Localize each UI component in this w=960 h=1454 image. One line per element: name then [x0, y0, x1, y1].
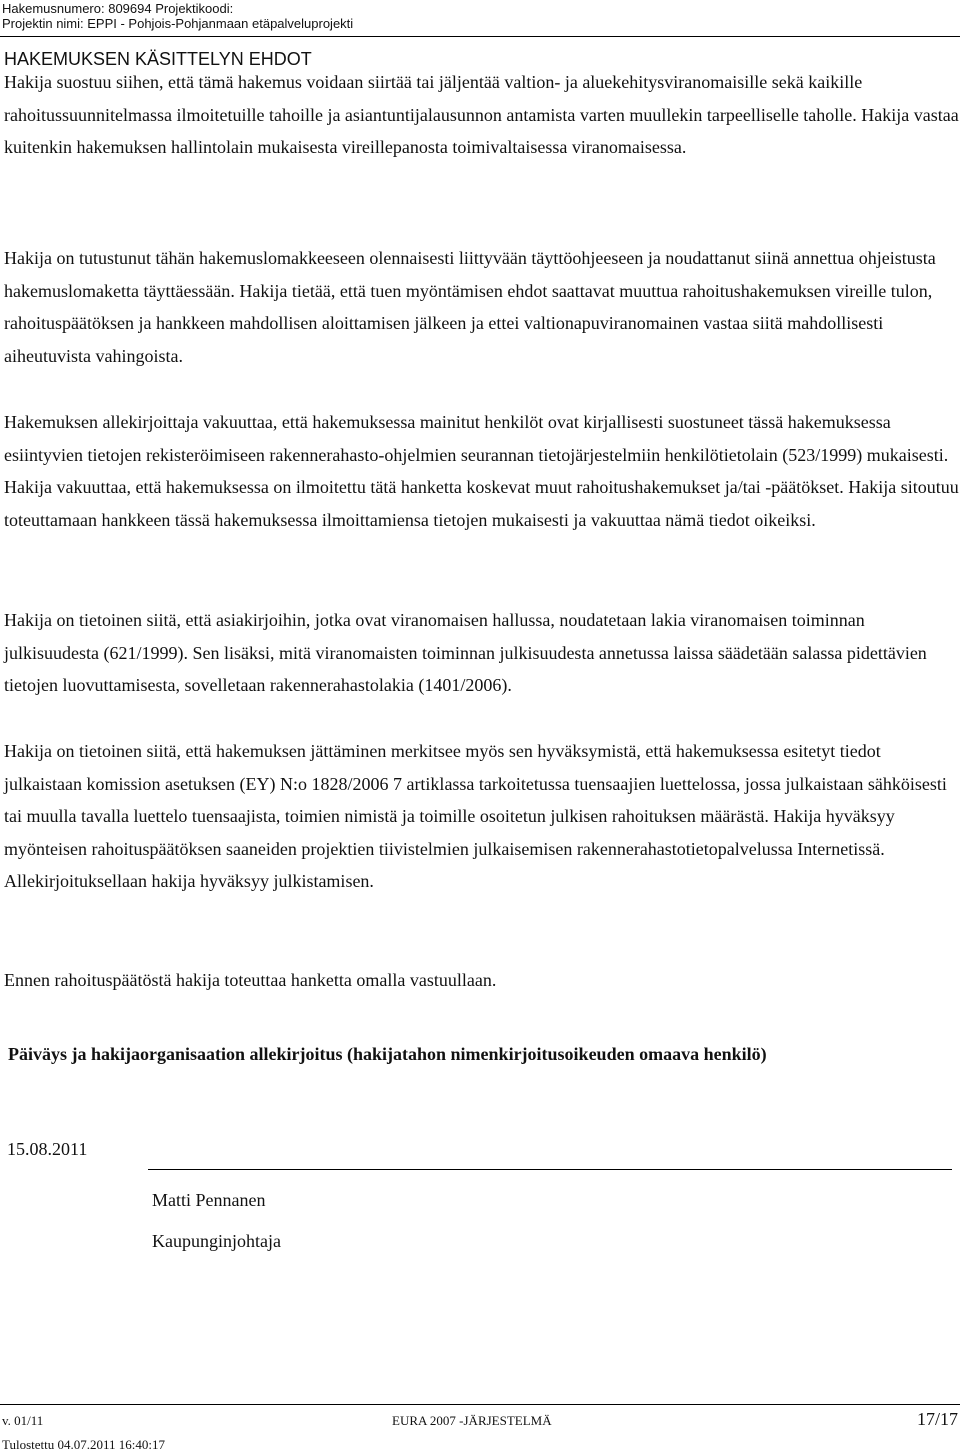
signer-role: Kaupunginjohtaja	[152, 1231, 281, 1251]
terms-paragraph-own-risk: Ennen rahoituspäätöstä hakija toteuttaa hanketta omalla vastuullaan.	[4, 970, 497, 990]
section-title: HAKEMUKSEN KÄSITTELYN EHDOT	[4, 49, 312, 69]
form-version: v. 01/11	[2, 1413, 44, 1428]
terms-paragraph-instructions: Hakija on tutustunut tähän hakemuslomakkeeseen olennaisesti liittyvään täyttöohjeeseen ja noudattanut siinä annettua ohjeistusta hakemuslomaketta täyttäessään. Hakija tietää, että tuen myöntämisen ehdot saattavat muuttua rahoitushakemuksen vireille tulon, rahoituspäätöksen ja hankkeen mahdollisen aloittamisen jälkeen ja ettei valtionapuviranomainen vastaa siitä mahdollisesti aiheutuvista vahingoista.	[4, 248, 936, 366]
signer-name: Matti Pennanen	[152, 1190, 266, 1210]
footer-divider	[0, 1404, 960, 1405]
signature-date: 15.08.2011	[7, 1139, 88, 1159]
terms-paragraph-signatory: Hakemuksen allekirjoittaja vakuuttaa, että hakemuksessa mainitut henkilöt ovat kirjallisesti suostuneet tässä hakemuksessa esiintyvien tietojen rekisteröimiseen rakennerahasto-ohjelmien seurannan tietojärjestelmiin henkilötietolain (523/1999) mukaisesti. Hakija vakuuttaa, että hakemuksessa on ilmoitettu tätä hanketta koskevat muut rahoitushakemukset ja/tai -päätökset. Hakija sitoutuu toteuttamaan hankkeen tässä hakemuksessa ilmoittamiensa tietojen mukaisesti ja vakuuttaa nämä tiedot oikeiksi.	[4, 412, 959, 530]
system-name: EURA 2007 -JÄRJESTELMÄ	[392, 1413, 552, 1428]
terms-paragraph-publication: Hakija on tietoinen siitä, että hakemuksen jättäminen merkitsee myös sen hyväksymistä, että hakemuksessa esitetyt tiedot julkaistaan komission asetuksen (EY) N:o 1828/2006 7 artiklassa tarkoitetussa tuensaajien luettelossa, jossa julkaistaan sähköisesti tai muulla tavalla luettelo tuensaajista, toimien nimistä ja toimille osoitetun julkisen rahoituksen määrästä. Hakija hyväksyy myönteisen rahoituspäätöksen saaneiden projektien tiivistelmien julkaisemisen rakennerahastotietopalvelussa Internetissä. Allekirjoituksellaan hakija hyväksyy julkistamisen.	[4, 741, 947, 892]
terms-paragraph-publicity: Hakija on tietoinen siitä, että asiakirjoihin, jotka ovat viranomaisen hallussa, noudatetaan lakia viranomaisen toiminnan julkisuudesta (621/1999). Sen lisäksi, mitä viranomaisten toiminnan julkisuudesta annetussa laissa säädetään salassa pidettävien tietojen luovuttamisesta, sovelletaan rakennerahastolakia (1401/2006).	[4, 610, 927, 696]
application-number-header: Hakemusnumero: 809694 Projektikoodi:	[2, 1, 234, 16]
page-number: 17/17	[916, 1409, 958, 1429]
signature-line	[148, 1169, 952, 1170]
project-name-header: Projektin nimi: EPPI - Pohjois-Pohjanmaan etäpalveluprojekti	[2, 16, 354, 31]
terms-paragraph-consent: Hakija suostuu siihen, että tämä hakemus voidaan siirtää tai jäljentää valtion- ja aluekehitysviranomaisille sekä kaikille rahoitussuunnitelmassa ilmoitetuille tahoille ja asiantuntijalausunnon antamista varten muullekin tarpeelliselle taholle. Hakija vastaa kuitenkin hakemuksen hallintolain mukaisesta vireillepanosta toimivaltaisessa viranomaisessa.	[4, 72, 959, 158]
header-divider	[0, 36, 960, 37]
print-timestamp: Tulostettu 04.07.2011 16:40:17	[2, 1437, 166, 1452]
signature-heading: Päiväys ja hakijaorganisaation allekirjoitus (hakijatahon nimenkirjoitusoikeuden omaava henkilö)	[8, 1044, 767, 1064]
